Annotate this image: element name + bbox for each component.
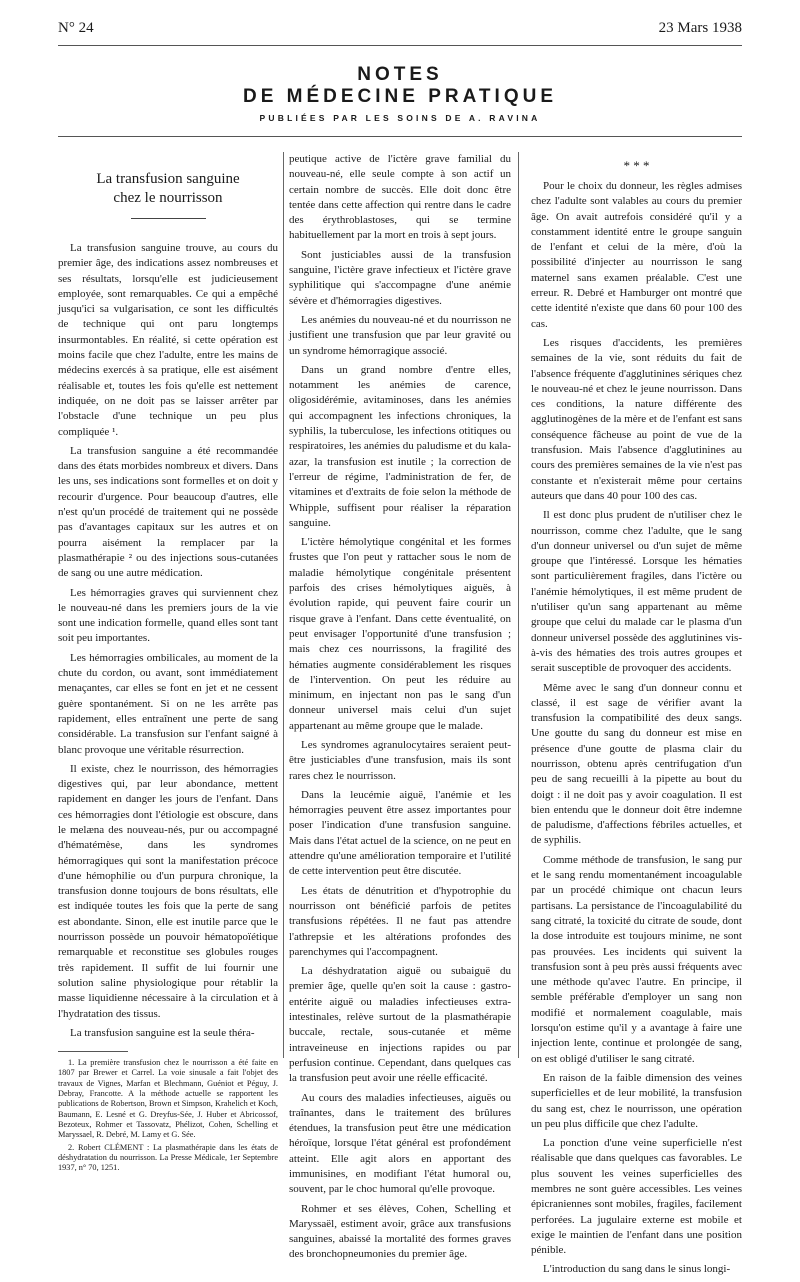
paragraph: En raison de la faible dimension des veines superficielles et de leur mobilité, la transfusion du sang est, chez le nourrisson, une opération un peu plus difficile que chez l'adulte. — [531, 1071, 742, 1130]
paragraph: Les anémies du nouveau-né et du nourrisson ne justifient une transfusion que par leur gravité ou un syndrome hémorragique associé. — [289, 313, 511, 357]
issue-number: N° 24 — [58, 20, 94, 36]
paragraph: Il existe, chez le nourrisson, des hémorragies digestives qui, par leur abondance, mettent rapidement en danger les jours de l'enfant. Dans ces hémorragies dont l'étiologie est obscure, dans le melæna des nouveau-nés, pur ou accompagné d'hématémèse, dans les syndromes hémorragiques qui sont la manifestation précoce d'une hémophilie ou d'un purpura chronique, la transfusion donne toujours de bons résultats, elle est indiquée toutes les fois que la perte de sang est abondante. Sinon, elle est inutile parce que le nourrisson possède un pouvoir hématopoïétique remarquable et reconstitue ses globules rouges très rapidement. Il suffit de lui fournir une solution saline physiologique pour rétablir la masse liquidienne nécessaire à la circulation et à l'hydratation des tissus. — [58, 762, 278, 1020]
paragraph: Les états de dénutrition et d'hypotrophie du nourrisson ont bénéficié parfois de petites transfusions répétées. Il ne faut pas attendre l'athrepsie et les altérations profondes des parenchymes qui l'accompagnent. — [289, 884, 511, 958]
article-title-line1: La transfusion sanguine — [96, 171, 240, 187]
article-title — [58, 170, 278, 208]
paragraph: La ponction d'une veine superficielle n'est réalisable que dans quelques cas favorables. Le plus souvent les veines superficielles des membres ne sont guère accessibles. Les veines épicraniennes sont mobiles, fragiles, facilement perforées. La jugulaire externe est mobile et exige le maintien de l'enfant dans une position pénible. — [531, 1137, 742, 1257]
column-3 — [531, 160, 742, 1282]
paragraph: Dans la leucémie aiguë, l'anémie et les hémorragies peuvent être assez importantes pour poser l'indication d'une transfusion sanguine. Mais dans l'état actuel de la science, on ne peut en attendre qu'une amélioration temporaire et l'utilité de cette intervention peut être discutée. — [289, 788, 511, 878]
masthead-subtitle: PUBLIÉES PAR LES SOINS DE A. RAVINA — [259, 113, 541, 123]
section-separator: * * * — [623, 158, 650, 173]
article-title-line2: chez le nourrisson — [113, 190, 223, 206]
column-divider — [518, 152, 519, 1058]
column-1 — [58, 170, 278, 1175]
footnote: 2. Robert CLÉMENT : La plasmathérapie dans les états de déshydratation du nourrisson. La Presse Médicale, 1er Septembre 1937, n° 70, 1251. — [58, 1142, 278, 1173]
column-divider — [283, 152, 284, 1058]
paragraph: Il est donc plus prudent de n'utiliser chez le nourrisson, comme chez l'adulte, que le sang d'un donneur universel ou d'un sujet de même groupe que l'intéressé. Lorsque les hématies sont particulièrement fragiles, dans l'ictère ou l'anémie hémolytiques, il est même prudent de n'utiliser qu'un sang appartenant au même groupe que celui du malade car le plasma d'un donneur universel possède des agglutinines vis-à-vis des hématies des trois autres groupes et serait susceptible de provoquer des accidents. — [531, 509, 742, 675]
paragraph: Même avec le sang d'un donneur connu et classé, il est sage de vérifier avant la transfusion la compatibilité des deux sangs. Une goutte du sang du donneur est mise en présence d'une goutte de plasma clair du nourrisson, obtenu après centrifugation d'un peu de sang recueilli à la pipette au bout du doigt : il ne doit pas y avoir coagulation. Il est bien entendu que le donneur doit être indemne de paludisme, d'affections fébriles actuelles, et de syphilis. — [531, 681, 742, 847]
paragraph: L'ictère hémolytique congénital et les formes frustes que l'on peut y rattacher sous le nom de maladie hémolytique congénitale présentent parfois des crises hémolytiques aiguës, à évolution rapide, qui peuvent faire courir un risque grave à l'enfant. Dans cette éventualité, on peut envisager l'opportunité d'une transfusion ; mais chez ces nourrissons, la fragilité des hématies augmente considérablement les risques de l'intervention. On peut les réduire au minimum, en injectant non pas le sang d'un donneur universel mais celui d'un sujet appartenant au même groupe que le malade. — [289, 536, 511, 732]
paragraph: La transfusion sanguine a été recommandée dans des états morbides nombreux et divers. Dans les uns, ses indications sont formelles et on doit y recourir d'urgence. Pour beaucoup d'autres, elle n'est qu'un procédé de traitement qui ne possède pas d'avantages capitaux sur les autres et on pourra aisément la remplacer par la plasmathérapie ² ou des injections sous-cutanées de sang ou une autre médication. — [58, 444, 278, 580]
paragraph: La déshydratation aiguë ou subaiguë du premier âge, quelle qu'en soit la cause : gastro-entérite aiguë ou maladies infectieuses extra-intestinales, relève surtout de la plasmathérapie buccale, rectale, sous-cutanée et même intraveineuse en injections rapides ou par perfusion continue. Cependant, dans quelques cas la transfusion peut avoir une réelle efficacité. — [289, 965, 511, 1085]
masthead-title-line2: DE MÉDECINE PRATIQUE — [242, 86, 557, 107]
paragraph: Pour le choix du donneur, les règles admises chez l'adulte sont valables au cours du premier âge. On avait autrefois considéré qu'il y a constamment identité entre le groupe sanguin de l'enfant et celui de la mère, d'où la possibilité d'injecter au nourrisson le sang maternel sans examen préalable. C'est une erreur. R. Debré et Hamburger ont montré que cette identité n'existe que dans 60 pour 100 des cas. — [531, 180, 742, 330]
footnote-rule — [58, 1051, 128, 1052]
paragraph: Sont justiciables aussi de la transfusion sanguine, l'ictère grave infectieux et l'ictère grave syphilitique qui s'accompagne d'une anémie sévère et d'hémorragies digestives. — [289, 248, 511, 307]
paragraph: peutique active de l'ictère grave familial du nouveau-né, elle seule compte à son actif un certain nombre de succès. Elle doit donc être tentée dans cette affection qui rentre dans le cadre des érythroblastoses, qui se termine habituellement par la mort en trois à sept jours. — [289, 153, 511, 242]
paragraph: Les hémorragies ombilicales, au moment de la chute du cordon, ou avant, sont immédiatement menaçantes, car elles se font en jet et ne cessent guère spontanément. Si on ne les arrête pas rapidement, elles entraînent une perte de sang considérable. La transfusion sur l'enfant saigné à blanc provoque une véritable résurrection. — [58, 651, 278, 756]
header-rule — [58, 45, 742, 46]
paragraph: Rohmer et ses élèves, Cohen, Schelling et Maryssaël, estiment avoir, grâce aux transfusions sanguines, abaissé la mortalité des formes graves des bronchopneumonies du premier âge. — [289, 1202, 511, 1261]
paragraph: La transfusion sanguine est la seule théra- — [70, 1026, 255, 1039]
paragraph: Comme méthode de transfusion, le sang pur et le sang rendu momentanément incoagulable par un procédé chimique ont chacun leurs partisans. La persistance de l'incoagulabilité du sang citraté, la toxicité du citrate de soude, dont la dose introduite est toujours minime, ne sont pas prouvées. Les incidents qui suivent la transfusion sont à peu près aussi fréquents avec une méthode qu'avec l'autre. En principe, il semble préférable d'employer un sang non modifié et normalement coagulable, mais lorsqu'on estime qu'il y a avantage à faire une injection lente, continue et prolongée de sang, on est obligé d'utiliser le sang citraté. — [531, 853, 742, 1065]
paragraph: Au cours des maladies infectieuses, aiguës ou traînantes, dans le traitement des brûlures étendues, la transfusion peut être une médication héroïque, lorsque l'état général est profondément atteint. Elle agit alors en apportant des immunisines, en modifiant l'état humoral ou, souvent, par le choc humoral qu'elle provoque. — [289, 1091, 511, 1196]
paragraph: La transfusion sanguine trouve, au cours du premier âge, des indications assez nombreuses et ses résultats, lorsqu'elle est judicieusement employée, sont remarquables. Ce qui a empêché jusqu'ici sa vulgarisation, ce sont les difficultés de technique qui ont paru longtemps insurmontables. En réalité, si cette opération est moins facile que chez l'adulte, entre les mains de médecins exercés à sa pratique, elle est aisément réalisable et, toutes les fois qu'elle est nettement indiquée, on ne doit pas se laisser arrêter par l'obstacle d'une technique un peu plus compliquée ¹. — [58, 242, 278, 438]
column-2 — [289, 152, 511, 1267]
paragraph: Les hémorragies graves qui surviennent chez le nouveau-né dans les premiers jours de la vie sont une indication formelle, quand elles sont tant soit peu importantes. — [58, 586, 278, 645]
masthead-rule — [58, 136, 742, 137]
paragraph: L'introduction du sang dans le sinus longi- — [543, 1263, 731, 1276]
paragraph: Dans un grand nombre d'entre elles, notamment les anémies de carence, oligosidérémie, avitaminoses, dans les anémies qui accompagnent les infections chroniques, la syphilis, la tuberculose, les infections otitiques ou respiratoires, les anémies du paludisme et du kala-azar, la transfusion est inutile ; la correction de l'erreur de régime, l'administration de fer, de vitamines et d'extraits de foie selon la méthode de Whipple, suffisent pour réaliser la réparation sanguine. — [289, 363, 511, 529]
paragraph: Les syndromes agranulocytaires seraient peut-être justiciables d'une transfusion, mais ils sont rares chez le nourrisson. — [289, 738, 511, 782]
footnote: 1. La première transfusion chez le nourrisson a été faite en 1807 par Brewer et Carrel. La voie sinusale a fait l'objet des travaux de Vignes, Marfan et Blechmann, Guéniot et Péguy, J. Debray, Francotte. A la méthode actuelle se rapportent les publications de Robertson, Brown et Simpson, Krahelich et Koch, Baumann, E. Lesné et G. Dreyfus-Sée, J. Huber et Abricossof, Bezoteux, Rohmer et Tassovatz, Phélizot, Cohen, Schelling et Maryssael, R. Debré, M. Lamy et G. Sée. — [58, 1058, 278, 1140]
masthead-title-line1: NOTES — [357, 64, 443, 85]
title-rule — [131, 218, 206, 219]
issue-date: 23 Mars 1938 — [658, 20, 742, 36]
paragraph: Les risques d'accidents, les premières semaines de la vie, sont réduits du fait de l'absence fréquente d'agglutinines sériques chez le nouveau-né et chez le jeune nourrisson. Dans ces conditions, la nature différente des agglutinogènes de la mère et de l'enfant est sans conséquence fâcheuse au point de vue de la transfusion. Mais l'absence d'agglutinines au cours des premières semaines de la vie n'est pas constante et n'existerait même pour certains auteurs que dans 40 pour 100 des cas. — [531, 336, 742, 502]
